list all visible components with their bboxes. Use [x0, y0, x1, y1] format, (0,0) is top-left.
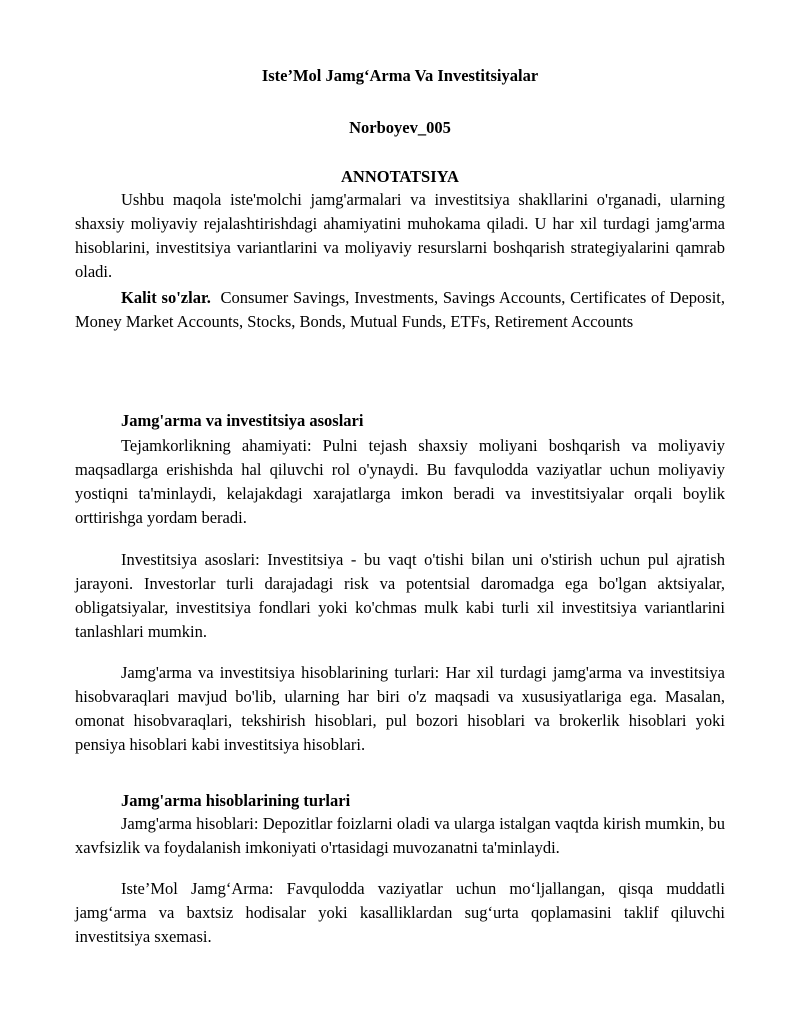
section2-paragraph: Iste’Mol Jamg‘Arma: Favqulodda vaziyatlar uchun mo‘ljallangan, qisqa muddatli jamg‘arma va baxtsiz hodisalar yoki kasalliklardan sug‘urta qoplamasini taklif qiluvchi investitsiya sxemasi.	[75, 879, 725, 946]
annotation-heading: ANNOTATSIYA	[341, 167, 459, 186]
document-author: Norboyev_005	[349, 118, 451, 137]
section2-heading: Jamg'arma hisoblarining turlari	[121, 791, 351, 810]
section1-paragraph: Investitsiya asoslari: Investitsiya - bu vaqt o'tishi bilan uni o'stirish uchun pul ajratish jarayoni. Investorlar turli darajadagi risk va potentsial daromadga ega bo'lgan aktsiyalar, obligatsiyalar, investitsiya fondlari yoki ko'chmas mulk kabi turli xil investitsiya variantlarini tanlashlari mumkin.	[75, 550, 725, 641]
keywords-label: Kalit so'zlar.	[121, 288, 211, 307]
keywords-paragraph	[75, 286, 725, 334]
section1-paragraph: Jamg'arma va investitsiya hisoblarining turlari: Har xil turdagi jamg'arma va investitsiya hisobvaraqlari mavjud bo'lib, ularning har biri o'z maqsadi va xususiyatlariga ega. Masalan, omonat hisobvaraqlari, tekshirish hisoblari, pul bozori hisoblari va brokerlik hisoblari yoki pensiya hisoblari kabi investitsiya hisoblari.	[75, 663, 725, 754]
document-title: Iste’Mol Jamg‘Arma Va Investitsiyalar	[261, 66, 539, 85]
section2-paragraph: Jamg'arma hisoblari: Depozitlar foizlarni oladi va ularga istalgan vaqtda kirish mumkin, bu xavfsizlik va foydalanish imkoniyati o'rtasidagi muvozanatni ta'minlaydi.	[75, 814, 725, 857]
keywords-text: Consumer Savings, Investments, Savings Accounts, Certificates of Deposit, Money Market Accounts, Stocks, Bonds, Mutual Funds, ETFs, Retirement Accounts	[75, 288, 725, 331]
section1-paragraph: Tejamkorlikning ahamiyati: Pulni tejash shaxsiy moliyani boshqarish va moliyaviy maqsadlarga erishishda hal qiluvchi rol o'ynaydi. Bu favqulodda vaziyatlar uchun moliyaviy yostiqni ta'minlaydi, kelajakdagi xarajatlarga imkon beradi va investitsiyalar orqali boylik orttirishga yordam beradi.	[75, 436, 725, 527]
section1-heading: Jamg'arma va investitsiya asoslari	[121, 411, 364, 430]
annotation-paragraph: Ushbu maqola iste'molchi jamg'armalari va investitsiya shakllarini o'rganadi, ularning shaxsiy moliyaviy rejalashtirishdagi ahamiyatini muhokama qiladi. U har xil turdagi jamg'arma hisoblarini, investitsiya variantlarini va moliyaviy resurslarni boshqarish strategiyalarini qamrab oladi.	[75, 190, 725, 281]
document-page	[75, 0, 725, 1035]
